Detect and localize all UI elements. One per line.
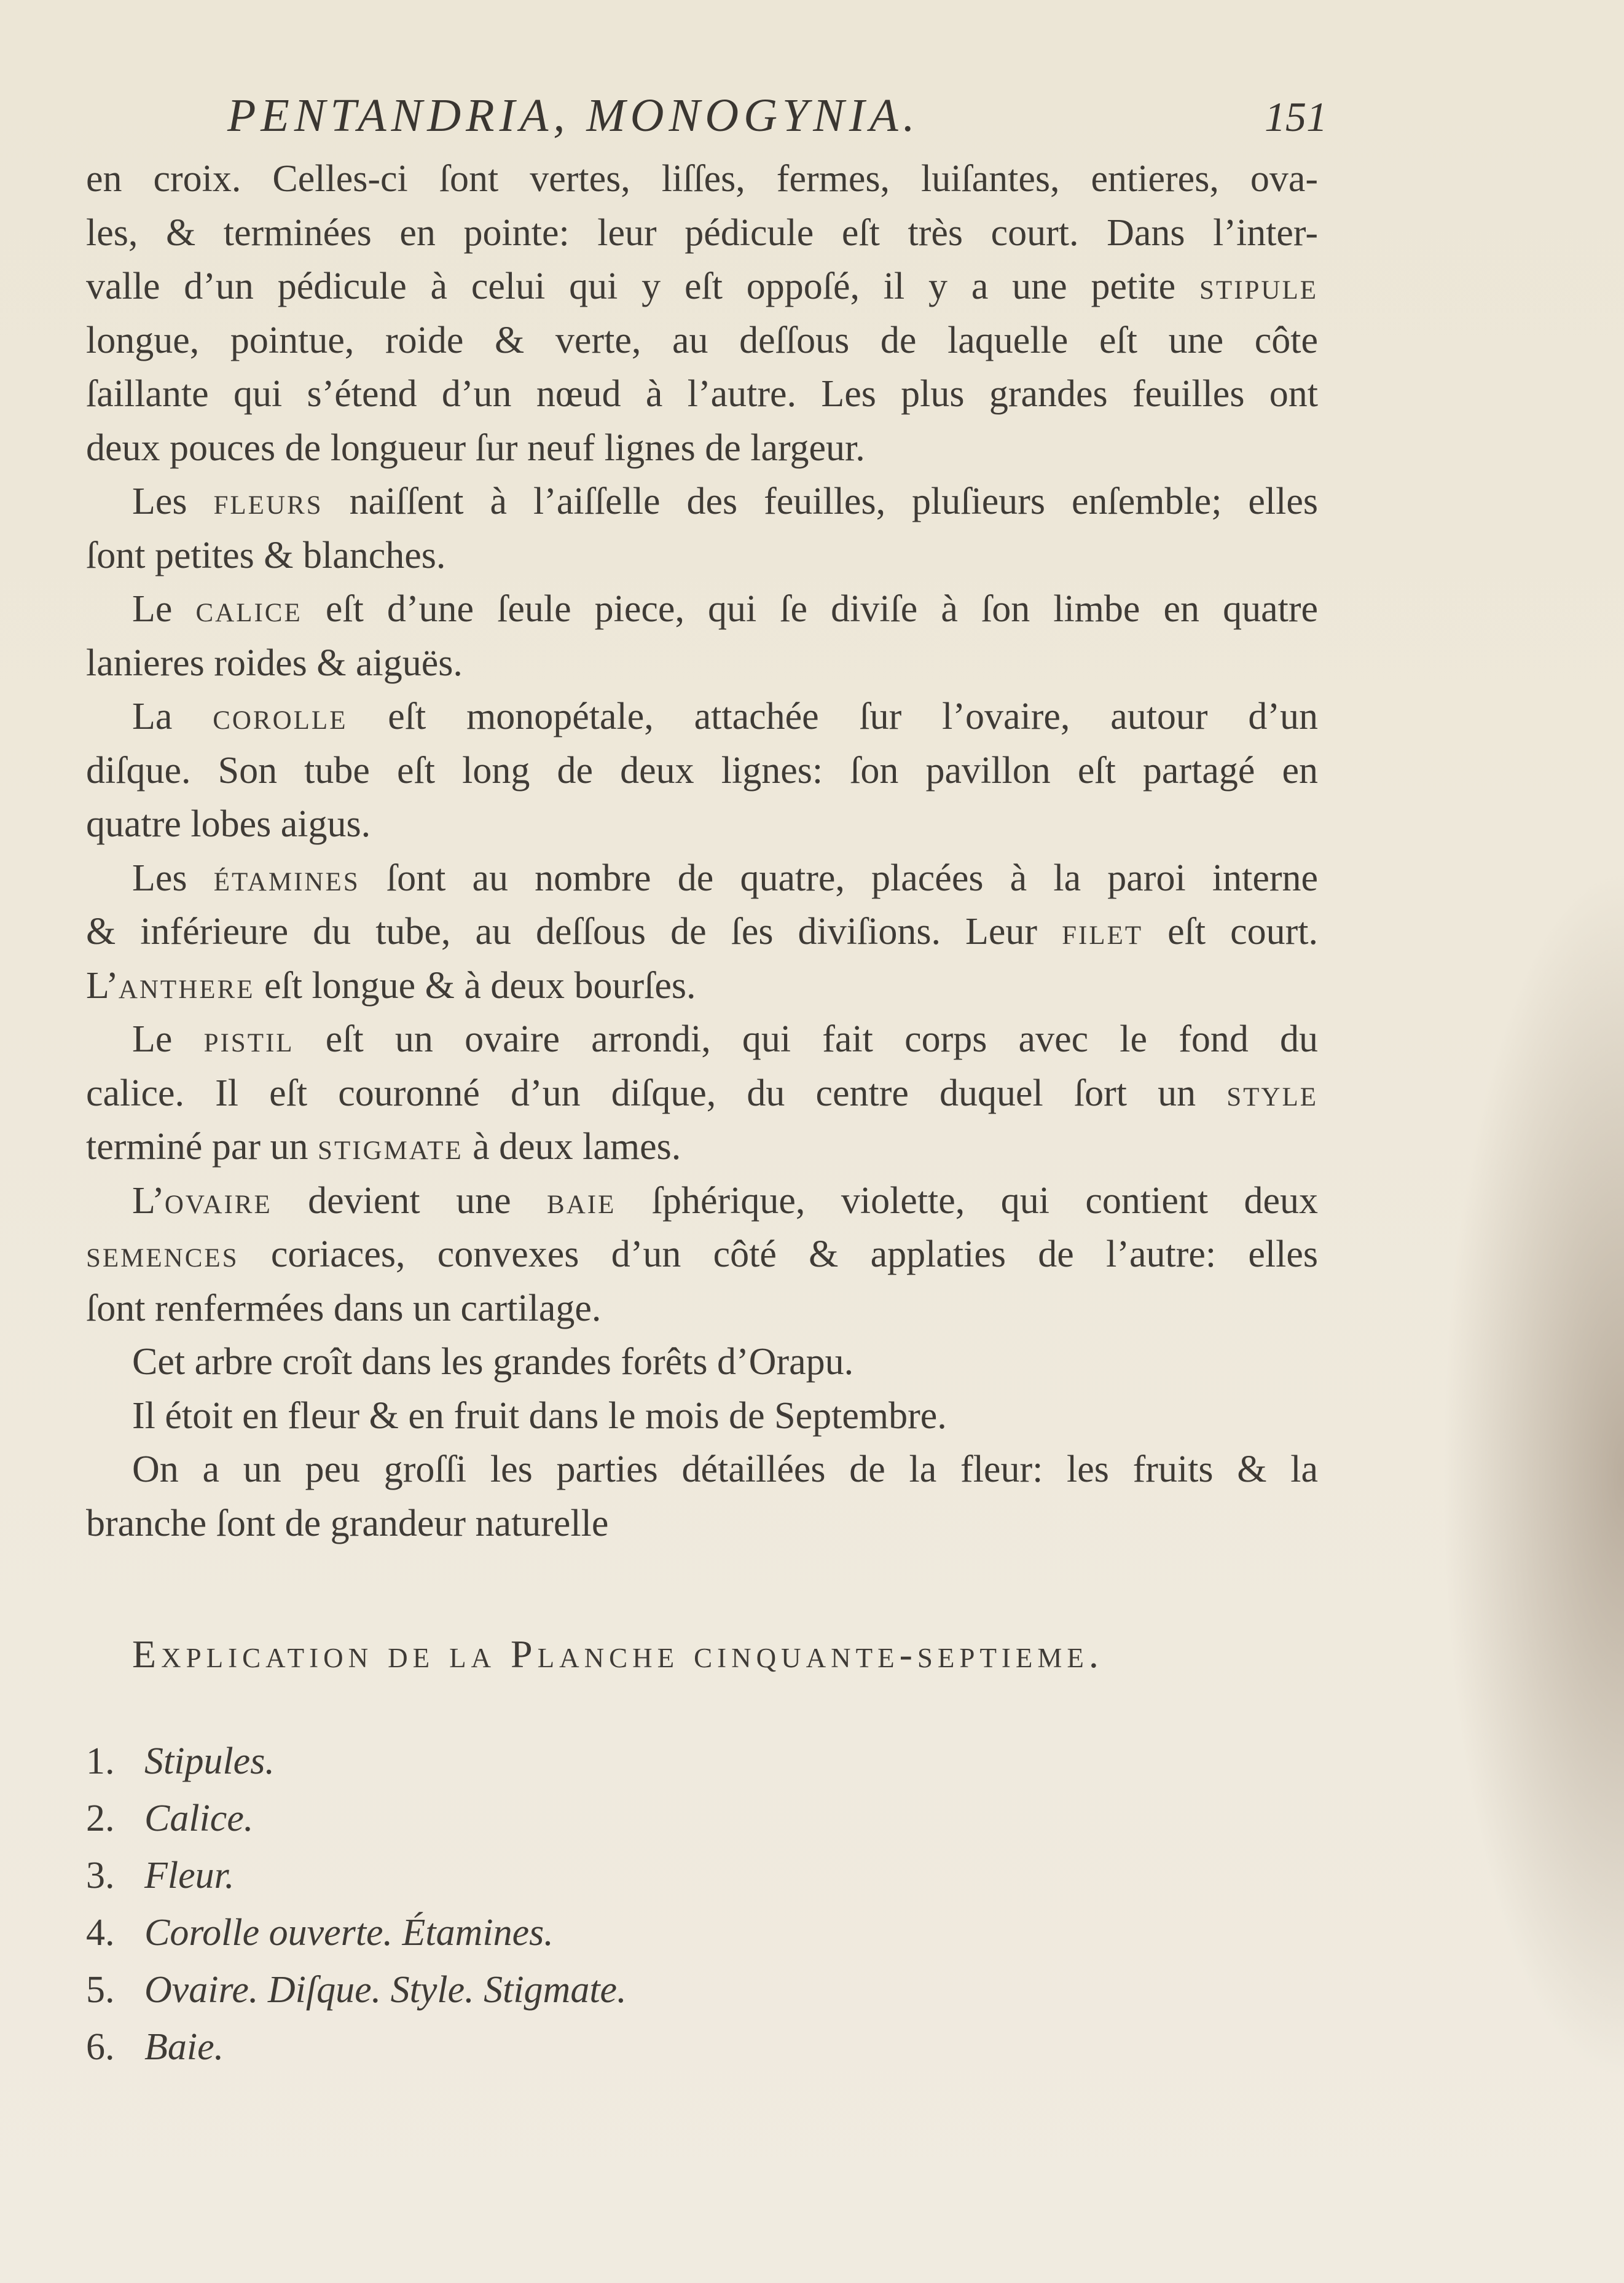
term-stipule: stipule xyxy=(1199,265,1318,307)
term-filet: filet xyxy=(1062,911,1143,953)
text-line: ſont petites & blanches. xyxy=(86,534,446,576)
text-line: Le pistil eſt un ovaire arrondi, qui fait corps avec le fond du xyxy=(132,1018,1318,1060)
list-item xyxy=(86,1962,946,2019)
item-number: 2. xyxy=(86,1798,115,1839)
running-title: PENTANDRIA, MONOGYNIA. xyxy=(227,90,920,141)
text-line: ſont renfermées dans un cartilage. xyxy=(86,1287,602,1329)
term-calice: calice xyxy=(195,588,302,630)
item-label: Ovaire. Diſque. Style. Stigmate. xyxy=(144,1969,627,2011)
text-line: les, & terminées en pointe: leur pédicule eſt très court. Dans l’inter- xyxy=(86,211,1318,254)
plate-legend-list xyxy=(86,1733,946,2076)
item-label: Baie. xyxy=(144,2026,224,2068)
term-etamines: étamines xyxy=(213,857,360,899)
text-line: ſaillante qui s’étend d’un nœud à l’autre. Les plus grandes feuilles ont xyxy=(86,373,1318,415)
text-line: Les fleurs naiſſent à l’aiſſelle des feuilles, pluſieurs enſemble; elles xyxy=(132,481,1318,522)
text-line: longue, pointue, roide & verte, au deſſous de laquelle eſt une côte xyxy=(86,319,1318,361)
list-item xyxy=(86,2019,946,2076)
text-line: Le calice eſt d’une ſeule piece, qui ſe diviſe à ſon limbe en quatre xyxy=(132,588,1318,630)
item-number: 4. xyxy=(86,1912,115,1954)
term-anthere: anthere xyxy=(118,964,255,1007)
term-baie: baie xyxy=(547,1179,616,1222)
term-pistil: pistil xyxy=(203,1018,294,1060)
text-line: Les étamines ſont au nombre de quatre, placées à la paroi interne xyxy=(132,857,1318,899)
page-number: 151 xyxy=(1265,93,1327,140)
text-line: L’ovaire devient une baie ſphérique, violette, qui contient deux xyxy=(132,1179,1318,1222)
text-line: branche ſont de grandeur naturelle xyxy=(86,1502,609,1544)
list-item xyxy=(86,1790,946,1847)
text-line: deux pouces de longueur ſur neuf lignes de largeur. xyxy=(86,426,865,469)
text-line: quatre lobes aigus. xyxy=(86,803,371,845)
text-line: lanieres roides & aiguës. xyxy=(86,642,463,684)
item-number: 6. xyxy=(86,2026,115,2068)
text-line: en croix. Celles-ci ſont vertes, liſſes, fermes, luiſantes, entieres, ova- xyxy=(86,158,1318,200)
text-line: L’anthere eſt longue & à deux bourſes. xyxy=(86,964,696,1007)
page-header xyxy=(227,89,1327,144)
text-line: terminé par un stigmate à deux lames. xyxy=(86,1126,681,1168)
term-fleurs: fleurs xyxy=(213,481,323,522)
text-line: Cet arbre croît dans les grandes forêts d’Orapu. xyxy=(132,1341,854,1383)
text-line: Il étoit en fleur & en fruit dans le mois de Septembre. xyxy=(132,1394,947,1437)
term-style: style xyxy=(1226,1072,1318,1114)
text-line: On a un peu groſſi les parties détaillées de la fleur: les fruits & la xyxy=(132,1448,1318,1490)
list-item xyxy=(86,1904,946,1962)
text-line: semences coriaces, convexes d’un côté & applaties de l’autre: elles xyxy=(86,1233,1318,1275)
item-number: 5. xyxy=(86,1969,115,2011)
list-item xyxy=(86,1847,946,1904)
description-text xyxy=(86,152,1318,1550)
plate-explanation-heading: Explication de la Planche cinquante-septieme. xyxy=(132,1632,1104,1676)
item-label: Fleur. xyxy=(144,1855,235,1896)
item-label: Calice. xyxy=(144,1798,254,1839)
term-semences: semences xyxy=(86,1233,239,1275)
item-number: 3. xyxy=(86,1855,115,1896)
list-item xyxy=(86,1733,946,1790)
term-stigmate: stigmate xyxy=(318,1126,463,1168)
term-ovaire: ovaire xyxy=(164,1179,272,1222)
term-corolle: corolle xyxy=(213,696,348,737)
text-line: diſque. Son tube eſt long de deux lignes: ſon pavillon eſt partagé en xyxy=(86,749,1318,792)
text-line: & inférieure du tube, au deſſous de ſes diviſions. Leur filet eſt court. xyxy=(86,911,1318,953)
item-label: Stipules. xyxy=(144,1740,275,1782)
item-label: Corolle ouverte. Étamines. xyxy=(144,1912,554,1954)
text-line: valle d’un pédicule à celui qui y eſt oppoſé, il y a une petite stipule xyxy=(86,265,1318,307)
text-line: La corolle eſt monopétale, attachée ſur l’ovaire, autour d’un xyxy=(132,696,1318,737)
item-number: 1. xyxy=(86,1740,115,1782)
text-line: calice. Il eſt couronné d’un diſque, du centre duquel ſort un style xyxy=(86,1072,1318,1114)
